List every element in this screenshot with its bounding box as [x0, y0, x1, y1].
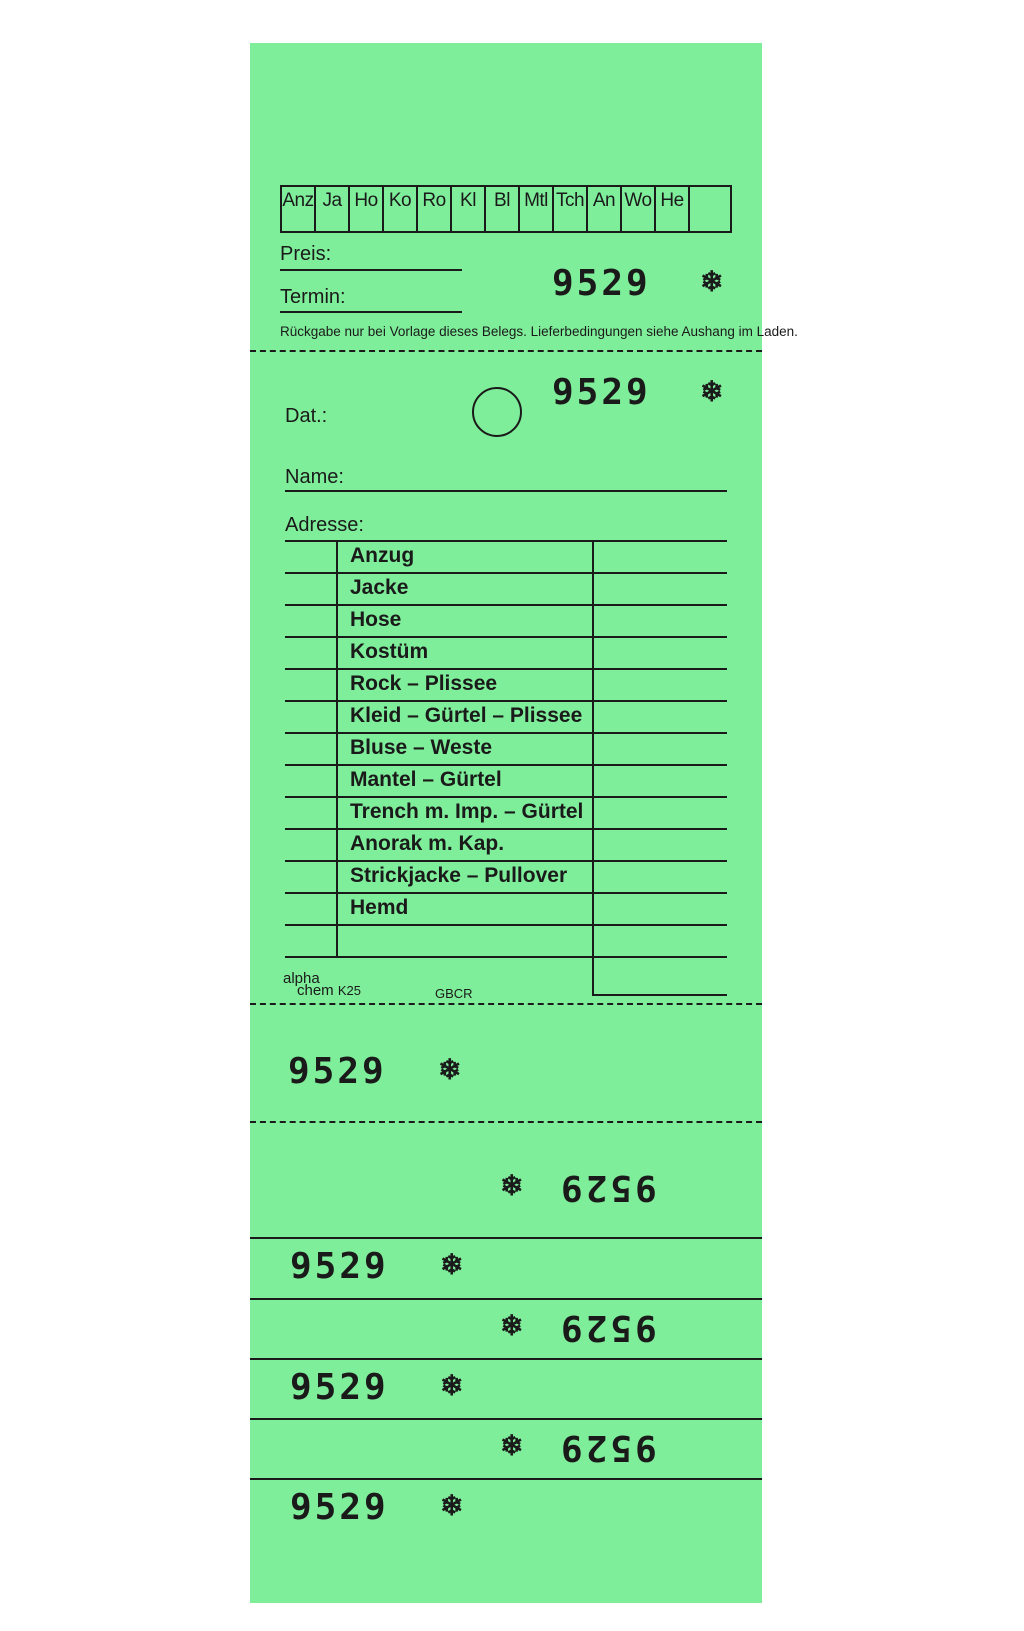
category-cell: Wo: [622, 187, 656, 231]
category-cell: An: [588, 187, 622, 231]
table-row-line: [285, 828, 727, 830]
stub-number-6: 9529: [558, 1427, 657, 1468]
table-row-line: [285, 668, 727, 670]
punch-hole-icon: [472, 387, 522, 437]
table-row-line: [285, 956, 727, 958]
snowflake-icon: ❄: [440, 1370, 464, 1401]
table-bottom-box-line: [592, 994, 727, 996]
separator-3: [250, 1358, 762, 1360]
snowflake-icon: ❄: [438, 1054, 462, 1085]
table-divider-right: [592, 540, 594, 996]
snowflake-icon: ❄: [500, 1310, 524, 1341]
category-cell: Kl: [452, 187, 486, 231]
list-item: Anzug: [350, 544, 415, 567]
perforation-2: [250, 1003, 762, 1005]
category-cell: Tch: [554, 187, 588, 231]
table-top-line: [285, 540, 727, 542]
separator-1: [250, 1237, 762, 1239]
separator-2: [250, 1298, 762, 1300]
snowflake-icon: ❄: [440, 1249, 464, 1280]
category-cell: Anz: [282, 187, 316, 231]
stub-number-3: 9529: [290, 1246, 389, 1287]
deadline-line: [280, 311, 462, 313]
name-line: [285, 490, 727, 492]
category-row: [280, 185, 732, 233]
list-item: Mantel – Gürtel: [350, 768, 502, 791]
stub-number-5: 9529: [290, 1367, 389, 1408]
return-notice: Rückgabe nur bei Vorlage dieses Belegs. Lieferbedingungen siehe Aushang im Laden.: [280, 324, 798, 339]
table-row-line: [285, 764, 727, 766]
table-row-line: [285, 604, 727, 606]
brand-logo: [283, 970, 361, 999]
snowflake-icon: ❄: [700, 376, 724, 407]
list-item: Hose: [350, 608, 402, 631]
table-row-line: [285, 924, 727, 926]
laundry-ticket: [250, 43, 798, 1603]
category-cell: He: [656, 187, 690, 231]
category-cell: Ko: [384, 187, 418, 231]
print-code: GBCR: [435, 986, 473, 1001]
list-item: Anorak m. Kap.: [350, 832, 505, 855]
category-cell: Ja: [316, 187, 350, 231]
deadline-label: Termin:: [280, 286, 346, 308]
stub-number-7: 9529: [290, 1487, 389, 1528]
stub-number-1: 9529: [288, 1051, 387, 1092]
table-row-line: [285, 732, 727, 734]
stub-number-2: 9529: [558, 1167, 657, 1208]
list-item: Rock – Plissee: [350, 672, 498, 695]
list-item: Bluse – Weste: [350, 736, 493, 759]
table-row-line: [285, 892, 727, 894]
price-line: [280, 269, 462, 271]
list-item: Hemd: [350, 896, 409, 919]
category-cell: Ro: [418, 187, 452, 231]
perforation-1: [250, 350, 762, 352]
address-label: Adresse:: [285, 514, 364, 536]
list-item: Kostüm: [350, 640, 429, 663]
date-label: Dat.:: [285, 405, 328, 427]
name-label: Name:: [285, 466, 344, 488]
separator-5: [250, 1478, 762, 1480]
brand-bottom: chem K25: [297, 982, 361, 999]
table-row-line: [285, 572, 727, 574]
list-item: Kleid – Gürtel – Plissee: [350, 704, 583, 727]
category-cell: [690, 187, 730, 231]
brand-top: alpha: [283, 970, 320, 987]
snowflake-icon: ❄: [700, 266, 724, 297]
ticket-number-2: 9529: [552, 372, 651, 413]
separator-4: [250, 1418, 762, 1420]
ticket-number: 9529: [552, 263, 651, 304]
snowflake-icon: ❄: [440, 1490, 464, 1521]
list-item: Jacke: [350, 576, 409, 599]
table-divider-left: [336, 540, 338, 956]
list-item: Strickjacke – Pullover: [350, 864, 568, 887]
snowflake-icon: ❄: [500, 1170, 524, 1201]
snowflake-icon: ❄: [500, 1430, 524, 1461]
table-row-line: [285, 700, 727, 702]
table-row-line: [285, 796, 727, 798]
model-code: K25: [337, 983, 361, 998]
table-row-line: [285, 636, 727, 638]
category-cell: Bl: [486, 187, 520, 231]
stub-number-4: 9529: [558, 1307, 657, 1348]
list-item: Trench m. Imp. – Gürtel: [350, 800, 584, 823]
table-row-line: [285, 860, 727, 862]
price-label: Preis:: [280, 243, 332, 265]
category-cell: Mtl: [520, 187, 554, 231]
perforation-3: [250, 1121, 762, 1123]
category-cell: Ho: [350, 187, 384, 231]
